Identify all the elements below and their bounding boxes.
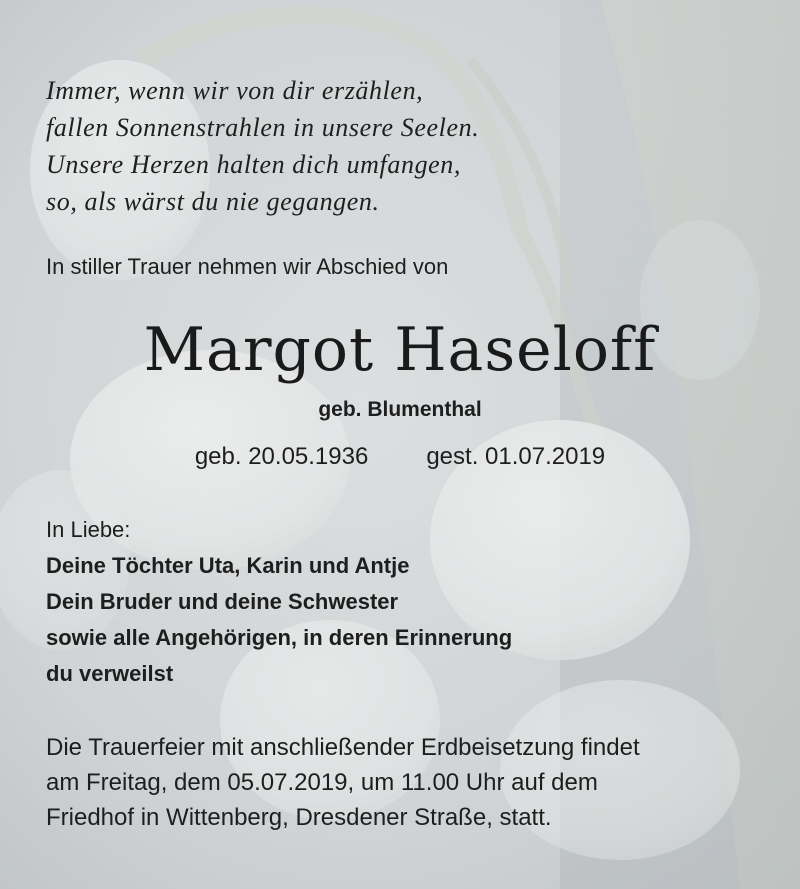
service-line: Friedhof in Wittenberg, Dresdener Straße, statt. bbox=[46, 804, 552, 831]
funeral-service-info bbox=[46, 730, 640, 835]
memorial-poem bbox=[46, 72, 479, 220]
mourner-line: sowie alle Angehörigen, in deren Erinnerung bbox=[46, 625, 513, 650]
mourner-line: Deine Töchter Uta, Karin und Antje bbox=[46, 553, 410, 578]
farewell-intro: In stiller Trauer nehmen wir Abschied von bbox=[46, 254, 449, 279]
maiden-name: geb. Blumenthal bbox=[318, 398, 482, 421]
deceased-name: Margot Haseloff bbox=[143, 315, 657, 385]
service-line: Die Trauerfeier mit anschließender Erdbeisetzung findet bbox=[46, 734, 640, 761]
poem-line: so, als wärst du nie gegangen. bbox=[46, 187, 380, 216]
mourner-line: Dein Bruder und deine Schwester bbox=[46, 589, 399, 614]
service-line: am Freitag, dem 05.07.2019, um 11.00 Uhr auf dem bbox=[46, 769, 598, 796]
mourners-intro: In Liebe: bbox=[46, 517, 131, 542]
life-dates bbox=[0, 440, 800, 474]
death-date: gest. 01.07.2019 bbox=[426, 443, 606, 470]
mourner-line: du verweilst bbox=[46, 661, 174, 686]
poem-line: Unsere Herzen halten dich umfangen, bbox=[46, 150, 462, 179]
poem-line: fallen Sonnenstrahlen in unsere Seelen. bbox=[46, 113, 480, 142]
mourners-list bbox=[46, 548, 512, 692]
birth-date: geb. 20.05.1936 bbox=[194, 443, 369, 470]
poem-line: Immer, wenn wir von dir erzählen, bbox=[46, 76, 424, 105]
